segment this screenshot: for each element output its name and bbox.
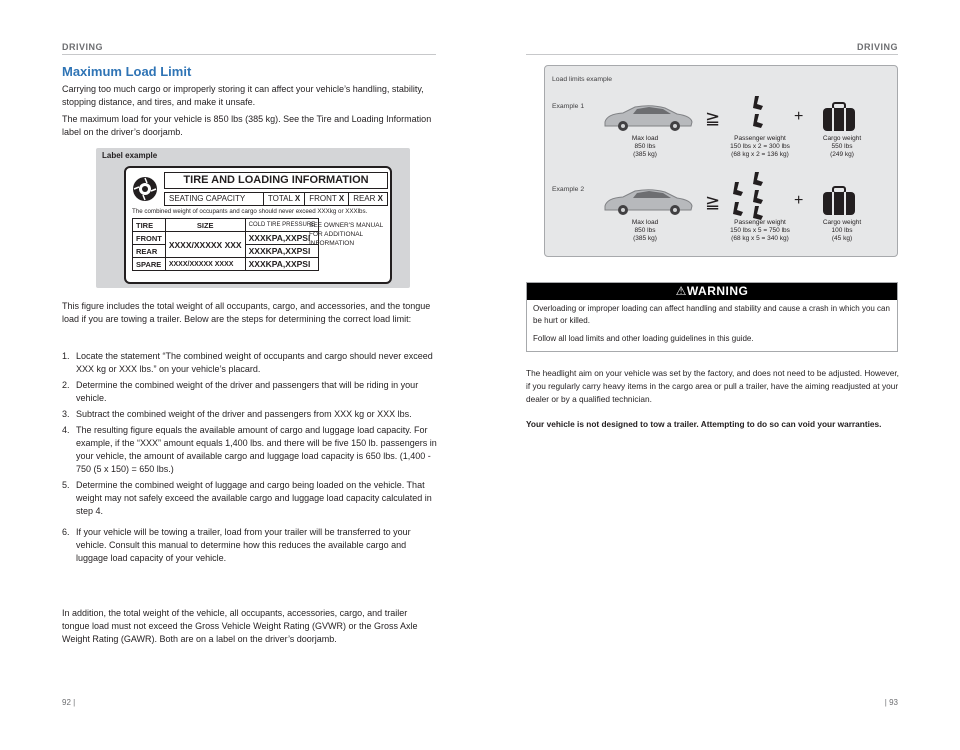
rear-x: X xyxy=(377,194,383,203)
row-spare: SPARE xyxy=(133,258,166,271)
caption-line: (249 kg) xyxy=(830,151,854,158)
page-number: | 93 xyxy=(884,698,898,707)
max-load-caption xyxy=(605,135,685,159)
total-x: X xyxy=(294,194,301,203)
step-text: Determine the combined weight of luggage and cargo being loaded on the vehicle. That weight may not safely exceed the available cargo and luggage load capacity calculated in step 4. xyxy=(76,480,432,516)
page-title: Maximum Load Limit xyxy=(62,64,192,79)
step-number: 4. xyxy=(62,425,70,435)
passenger-seat-icon xyxy=(721,170,791,222)
tire-icon xyxy=(132,176,158,202)
caption-line: (385 kg) xyxy=(633,235,657,242)
geq-symbol: ≧ xyxy=(705,192,721,212)
caption-line: 850 lbs xyxy=(634,227,656,234)
warning-text-1: Overloading or improper loading can affect handling and stability and cause a crash in which you can be hurt or killed. xyxy=(533,304,890,325)
plus-symbol: + xyxy=(794,108,804,125)
step-number: 2. xyxy=(62,380,70,390)
step-text: The resulting figure equals the available amount of cargo and luggage load capacity. For example, if the “XXX” amount equals 1,400 lbs. and there will be five 150 lb. passengers in your vehicle, the amount of available cargo and luggage load capacity is 650 lbs. (1,400 - 750 (5 x 150) = 650 lbs.) xyxy=(76,425,437,474)
label-header: TIRE AND LOADING INFORMATION xyxy=(164,172,388,189)
pressure-spare: XXXKPA,XXPSI xyxy=(245,258,319,271)
step-text: Locate the statement “The combined weight of occupants and cargo should never exceed XXX kg or XXX lbs.” on your vehicle’s placard. xyxy=(76,351,433,374)
seating-front xyxy=(305,193,349,205)
warning-text-2: Follow all load limits and other loading guidelines in this guide. xyxy=(533,334,754,343)
max-load-caption xyxy=(605,219,685,243)
step-item xyxy=(62,408,438,421)
seating-rear xyxy=(349,193,387,205)
size-spare: XXXX/XXXXX XXXX xyxy=(165,258,245,271)
col-pressure: COLD TIRE PRESSURE xyxy=(245,219,319,232)
rear-text: REAR xyxy=(353,194,376,203)
caption-line: (45 kg) xyxy=(831,235,853,242)
load-limits-caption: Load limits example xyxy=(552,76,613,83)
caption-line: 100 lbs xyxy=(831,227,853,234)
caption-line: (68 kg x 5 = 340 kg) xyxy=(731,235,789,242)
section-tag: DRIVING xyxy=(62,42,104,52)
col-size: SIZE xyxy=(165,219,245,232)
car-icon xyxy=(601,102,695,132)
load-limit-steps xyxy=(62,350,438,568)
seating-total xyxy=(264,193,305,205)
size-main: XXXX/XXXXX XXX xyxy=(165,232,245,258)
section-tag: DRIVING xyxy=(856,42,898,52)
front-x: X xyxy=(338,194,345,203)
step-item xyxy=(62,379,438,405)
total-text: TOTAL xyxy=(267,194,293,203)
caption-line: 550 lbs xyxy=(831,143,853,150)
label-example-caption: Label example xyxy=(102,151,158,160)
max-load-paragraph: The maximum load for your vehicle is 850 lbs (385 kg). See the Tire and Loading Information label on the driver’s doorjamb. xyxy=(62,114,432,137)
passenger-weight-caption xyxy=(705,219,815,243)
warning-triangle-icon: ⚠ xyxy=(675,284,687,298)
combined-weight-statement: The combined weight of occupants and cargo should never exceed XXXkg or XXXlbs. xyxy=(132,208,368,215)
header-rule xyxy=(526,54,898,55)
headlight-paragraph: The headlight aim on your vehicle was set by the factory, and does not need to be adjusted. However, if you regularly carry heavy items in the cargo area or pull a trailer, have the aiming readjusted at your dealer or by a qualified technician. xyxy=(526,368,899,404)
cargo-weight-caption xyxy=(807,219,877,243)
step-number: 6. xyxy=(62,527,70,537)
seating-capacity: SEATING CAPACITY xyxy=(165,193,264,205)
caption-line: 150 lbs x 5 = 750 lbs xyxy=(730,227,790,234)
seating-row xyxy=(164,192,388,206)
passenger-weight-caption xyxy=(705,135,815,159)
warning-title: WARNING xyxy=(686,284,749,298)
cargo-weight-caption xyxy=(807,135,877,159)
step-item xyxy=(62,526,438,565)
load-limits-figure xyxy=(544,65,898,257)
step-number: 5. xyxy=(62,480,70,490)
caption-line: Max load xyxy=(631,219,659,226)
step-item xyxy=(62,350,438,376)
passenger-seat-icon xyxy=(731,94,791,134)
caption-line: (68 kg x 2 = 136 kg) xyxy=(731,151,789,158)
luggage-icon xyxy=(821,102,857,132)
luggage-icon xyxy=(821,186,857,216)
geq-symbol: ≧ xyxy=(705,108,721,128)
tire-table xyxy=(132,218,319,271)
step-number: 3. xyxy=(62,409,70,419)
caption-line: 850 lbs xyxy=(634,143,656,150)
plus-symbol: + xyxy=(794,192,804,209)
caption-line: Passenger weight xyxy=(734,135,786,142)
step-item xyxy=(62,479,438,518)
col-tire: TIRE xyxy=(133,219,166,232)
figure-paragraph: This figure includes the total weight of all occupants, cargo, and accessories, and the tongue load if you are towing a trailer. Below are the steps for determining the correct load limit: xyxy=(62,301,431,324)
caption-line: Max load xyxy=(631,135,659,142)
caption-line: Cargo weight xyxy=(822,135,862,142)
caption-line: 150 lbs x 2 = 300 lbs xyxy=(730,143,790,150)
step-number: 1. xyxy=(62,351,70,361)
caption-line: Passenger weight xyxy=(734,219,786,226)
example-1-label: Example 1 xyxy=(552,103,585,110)
tire-loading-label xyxy=(124,166,392,284)
step-text: Subtract the combined weight of the driver and passengers from XXX kg or XXX lbs. xyxy=(76,409,412,419)
step-item xyxy=(62,424,438,476)
car-icon xyxy=(601,186,695,216)
pressure-rear: XXXKPA,XXPSI xyxy=(245,245,319,258)
right-page xyxy=(480,0,960,750)
example-2-label: Example 2 xyxy=(552,186,585,193)
pressure-front: XXXKPA,XXPSI xyxy=(245,232,319,245)
gvwr-paragraph: In addition, the total weight of the vehicle, all occupants, accessories, cargo, and trailer tongue load must not exceed the Gross Vehicle Weight Rating (GVWR) or the Gross Axle Weight Rating (GAWR). Both are on a label on the driver’s doorjamb. xyxy=(62,608,418,644)
row-rear: REAR xyxy=(133,245,166,258)
header-rule xyxy=(62,54,436,55)
front-text: FRONT xyxy=(309,194,337,203)
row-front: FRONT xyxy=(133,232,166,245)
trailer-note: Your vehicle is not designed to tow a trailer. Attempting to do so can void your warranties. xyxy=(526,419,882,429)
step-text: Determine the combined weight of the driver and passengers that will be riding in your vehicle. xyxy=(76,380,419,403)
step-text: If your vehicle will be towing a trailer, load from your trailer will be transferred to your vehicle. Consult this manual to determine how this reduces the available cargo and luggage load capacity of your vehicle. xyxy=(76,527,411,563)
label-example-figure xyxy=(96,148,410,288)
page-number: 92 | xyxy=(62,698,76,707)
warning-bar xyxy=(527,283,897,300)
see-manual-note: SEE OWNER'S MANUAL FOR ADDITIONAL INFORMATION xyxy=(309,222,383,247)
warning-box xyxy=(526,282,898,352)
caption-line: Cargo weight xyxy=(822,219,862,226)
intro-paragraph: Carrying too much cargo or improperly storing it can affect your vehicle’s handling, stability, stopping distance, and tires, and make it unsafe. xyxy=(62,84,424,107)
caption-line: (385 kg) xyxy=(633,151,657,158)
